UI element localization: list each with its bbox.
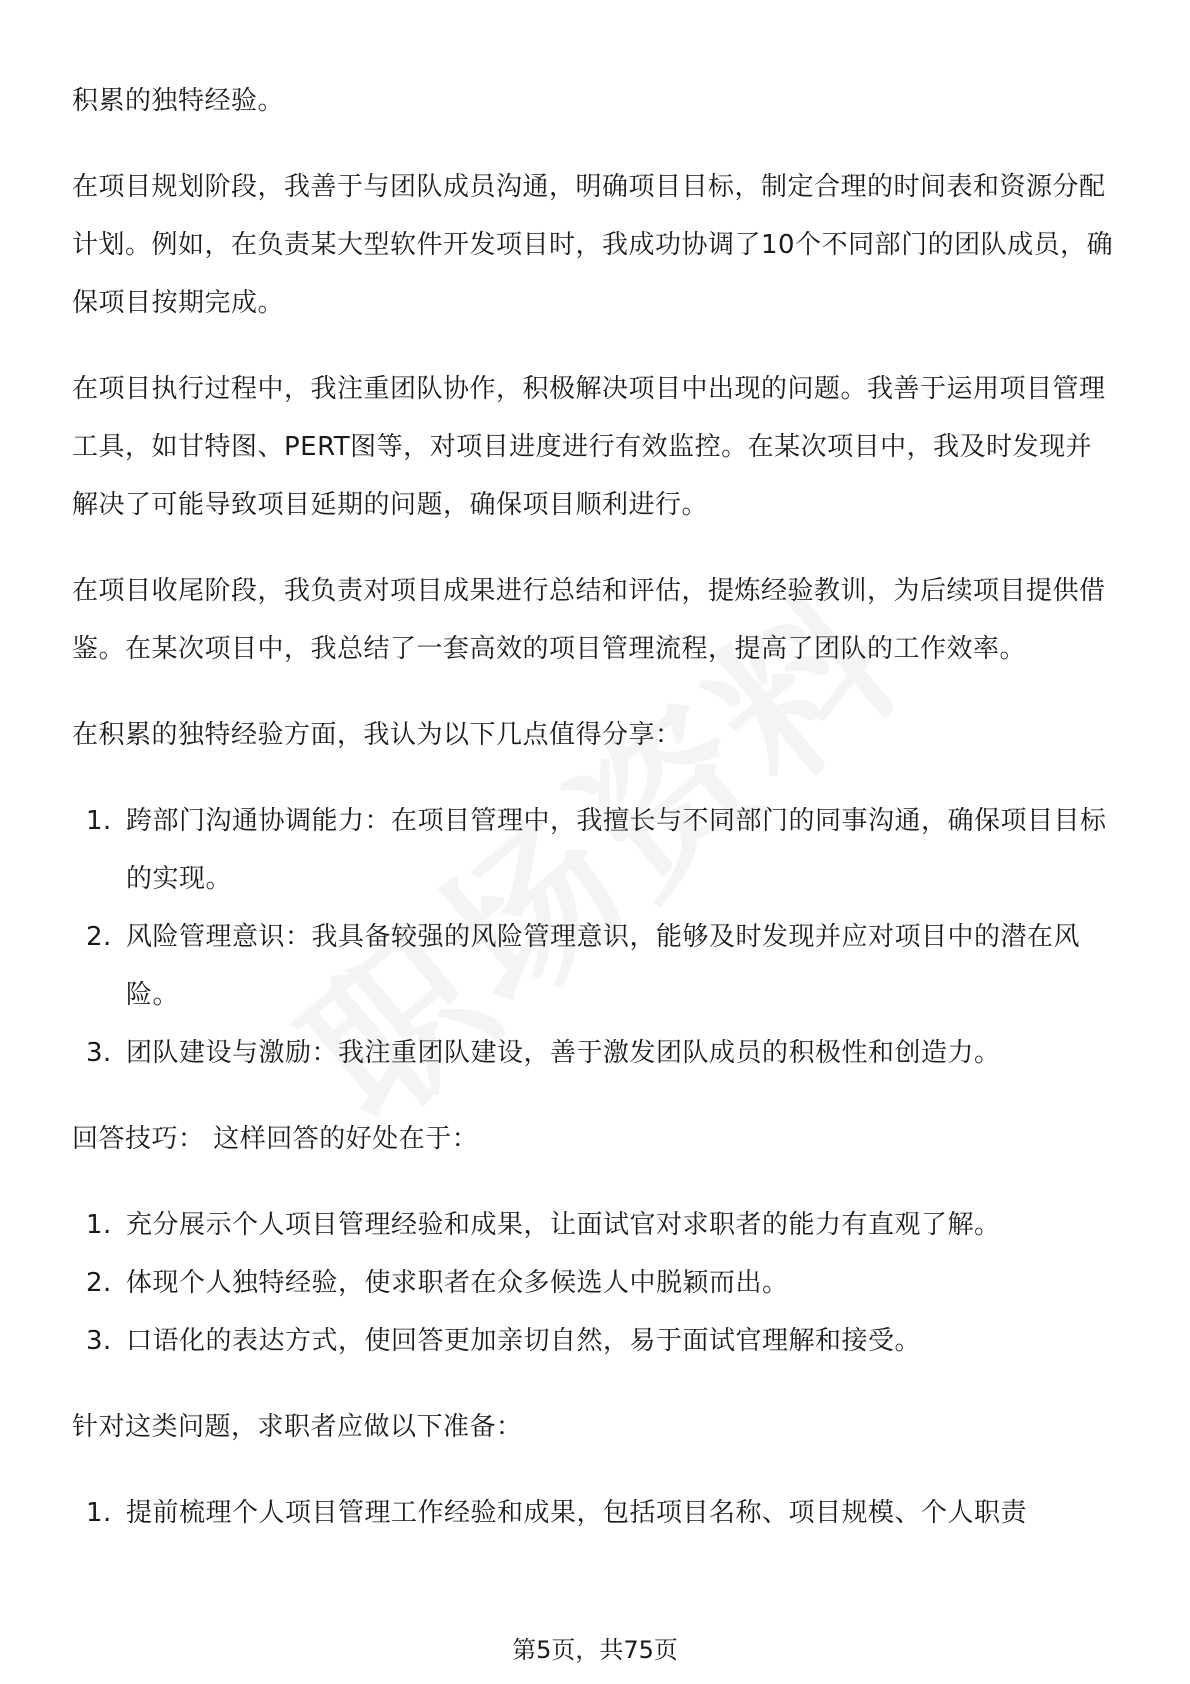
page-number-footer: 第5页，共75页	[512, 1636, 678, 1664]
paragraph-closing: 在项目收尾阶段，我负责对项目成果进行总结和评估，提炼经验教训，为后续项目提供借鉴。在某次项目中，我总结了一套高效的项目管理流程，提高了团队的工作效率。	[72, 576, 1106, 664]
list-item: 3. 团队建设与激励：我注重团队建设，善于激发团队成员的积极性和创造力。	[86, 1038, 1001, 1068]
list-item: 2. 风险管理意识：我具备较强的风险管理意识，能够及时发现并应对项目中的潜在风险。	[86, 922, 1081, 1010]
experience-list	[72, 792, 1118, 1082]
list-item: 1. 提前梳理个人项目管理工作经验和成果，包括项目名称、项目规模、个人职责	[86, 1498, 1028, 1528]
list-item: 3. 口语化的表达方式，使回答更加亲切自然，易于面试官理解和接受。	[86, 1326, 922, 1356]
paragraph-planning: 在项目规划阶段，我善于与团队成员沟通，明确项目目标，制定合理的时间表和资源分配计划。例如，在负责某大型软件开发项目时，我成功协调了10个不同部门的团队成员，确保项目按期完成。	[72, 172, 1114, 318]
tips-heading: 回答技巧： 这样回答的好处在于：	[72, 1124, 479, 1154]
list-item: 1. 充分展示个人项目管理经验和成果，让面试官对求职者的能力有直观了解。	[86, 1210, 1001, 1240]
paragraph-execution: 在项目执行过程中，我注重团队协作，积极解决项目中出现的问题。我善于运用项目管理工具，如甘特图、PERT图等，对项目进度进行有效监控。在某次项目中，我及时发现并解决了可能导致项目延期的问题，确保项目顺利进行。	[72, 374, 1106, 520]
tips-list	[72, 1196, 1118, 1370]
page-content	[72, 72, 1118, 1570]
intro-fragment: 积累的独特经验。	[72, 86, 285, 116]
prep-list	[72, 1484, 1118, 1542]
list-item: 2. 体现个人独特经验，使求职者在众多候选人中脱颖而出。	[86, 1268, 789, 1298]
paragraph-experience-intro: 在积累的独特经验方面，我认为以下几点值得分享：	[72, 720, 682, 750]
prep-heading: 针对这类问题，求职者应做以下准备：	[72, 1412, 523, 1442]
list-item: 1. 跨部门沟通协调能力：在项目管理中，我擅长与不同部门的同事沟通，确保项目目标的实现。	[86, 806, 1107, 894]
